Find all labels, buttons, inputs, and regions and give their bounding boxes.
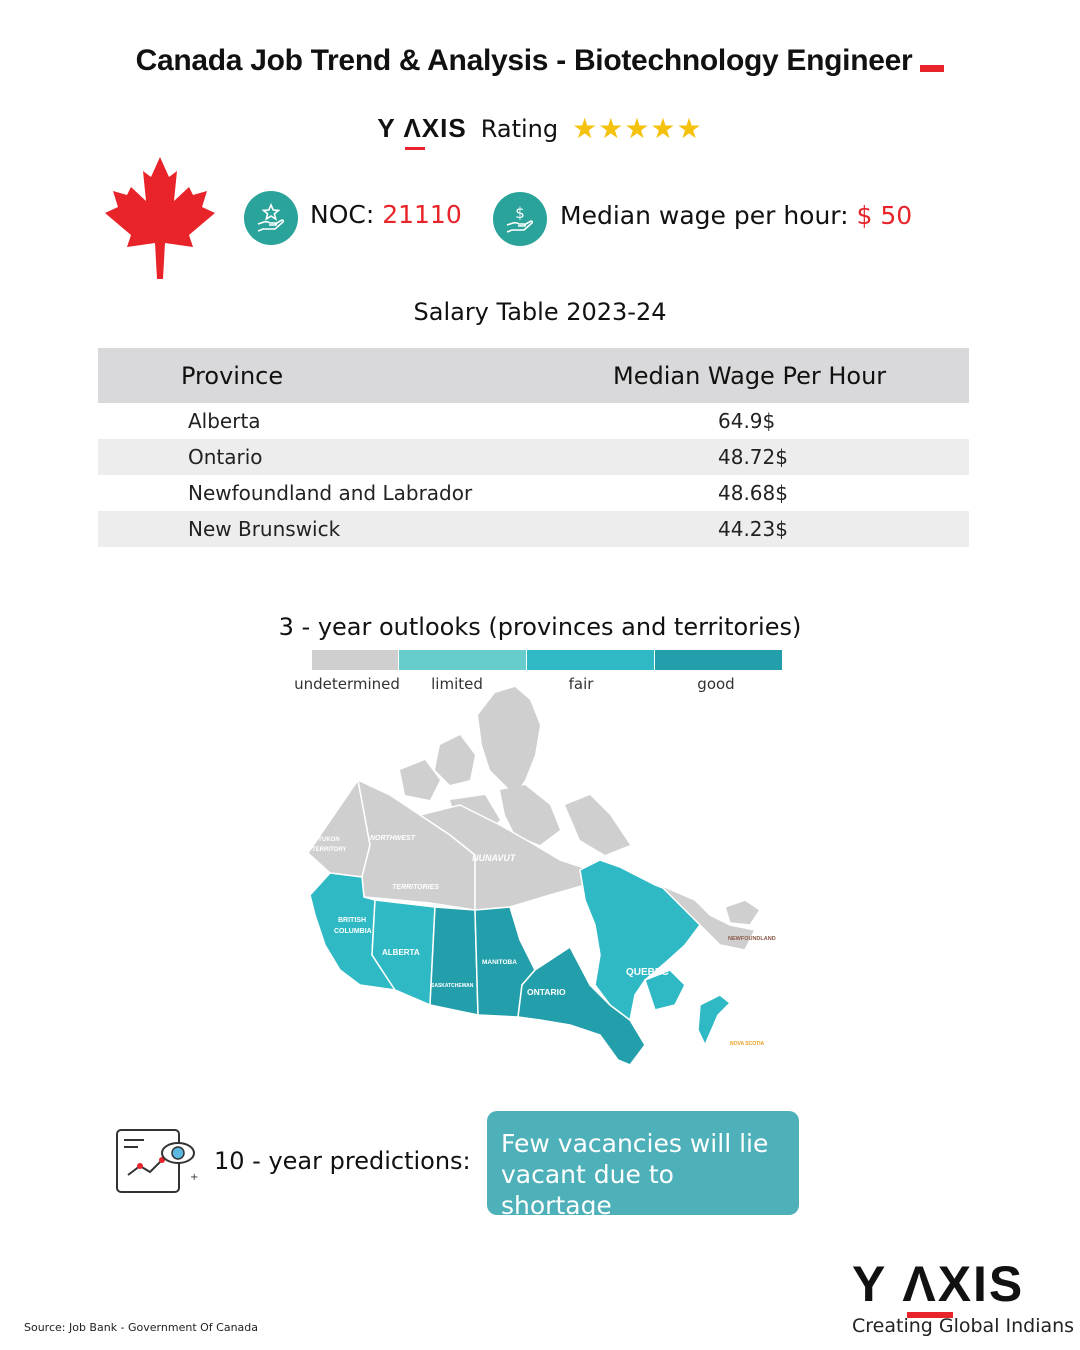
province-cell: Ontario	[188, 445, 263, 469]
yaxis-logo-small: Y ΛXIS	[377, 113, 466, 144]
label-alberta: ALBERTA	[382, 948, 420, 957]
rating-row	[0, 112, 1080, 145]
svg-text:+: +	[190, 1172, 199, 1183]
salary-table	[98, 348, 969, 547]
legend-label-fair: fair	[568, 675, 594, 693]
prediction-label: 10 - year predictions:	[214, 1147, 471, 1175]
legend-label-limited: limited	[431, 675, 483, 693]
wage-cell: 44.23$	[718, 517, 788, 541]
hand-star-icon	[244, 191, 298, 245]
noc-value: 21110	[382, 200, 462, 229]
table-row	[98, 511, 969, 547]
maple-leaf-icon	[103, 155, 217, 279]
table-header	[98, 348, 969, 403]
province-cell: Alberta	[188, 409, 261, 433]
median-wage-value: $ 50	[856, 201, 913, 230]
wage-cell: 48.68$	[718, 481, 788, 505]
legend-label-undetermined: undetermined	[294, 675, 400, 693]
legend-swatch-limited	[399, 650, 526, 670]
label-quebec: QUEBEC	[626, 967, 669, 978]
brand-tagline: Creating Global Indians	[852, 1315, 1075, 1337]
noc-info	[310, 200, 462, 229]
label-territories: TERRITORIES	[392, 884, 439, 891]
outlook-legend	[312, 650, 782, 670]
wage-cell: 48.72$	[718, 445, 788, 469]
legend-swatch-undetermined	[312, 650, 398, 670]
salary-table-title: Salary Table 2023-24	[413, 298, 667, 326]
table-row	[98, 439, 969, 475]
canada-outlook-map	[300, 685, 800, 1080]
legend-swatch-fair	[527, 650, 654, 670]
title-accent-mark	[920, 65, 944, 72]
page-title-text: Canada Job Trend & Analysis - Biotechnology Engineer	[135, 44, 913, 77]
label-yukon: YUKON TERRITORY	[312, 837, 347, 853]
label-nunavut: NUNAVUT	[472, 853, 516, 863]
hand-dollar-icon	[493, 192, 547, 246]
label-newfoundland: NEWFOUNDLAND	[728, 936, 776, 942]
column-header-province: Province	[181, 361, 284, 390]
rating-label: Rating	[480, 114, 559, 143]
analytics-eye-icon	[110, 1120, 205, 1205]
median-wage-info	[560, 201, 912, 230]
svg-text:$: $	[515, 204, 525, 222]
legend-label-good: good	[697, 675, 735, 693]
saskatchewan	[430, 907, 478, 1015]
label-manitoba: MANITOBA	[482, 959, 517, 966]
prediction-callout: Few vacancies will lie vacant due to shortage	[487, 1111, 799, 1215]
province-cell: New Brunswick	[188, 517, 341, 541]
star-rating-icon: ★★★★★	[572, 112, 703, 145]
median-wage-label: Median wage per hour:	[560, 201, 849, 230]
atlantic-provinces	[645, 970, 730, 1045]
yaxis-logo: Y ΛXIS	[852, 1255, 1024, 1313]
source-note: Source: Job Bank - Government Of Canada	[24, 1321, 259, 1334]
page-title	[0, 44, 1080, 78]
label-british-columbia: BRITISH COLUMBIA	[334, 917, 372, 935]
province-cell: Newfoundland and Labrador	[188, 481, 473, 505]
legend-swatch-good	[655, 650, 782, 670]
label-ontario: ONTARIO	[527, 987, 566, 997]
wage-cell: 64.9$	[718, 409, 776, 433]
table-row	[98, 403, 969, 439]
noc-label: NOC:	[310, 200, 375, 229]
label-northwest: NORTHWEST	[370, 835, 415, 842]
label-saskatchewan: SASKATCHEWAN	[431, 983, 474, 989]
outlook-title: 3 - year outlooks (provinces and territories)	[278, 613, 802, 641]
column-header-wage: Median Wage Per Hour	[613, 361, 887, 390]
table-row	[98, 475, 969, 511]
label-nova-scotia: NOVA SCOTIA	[730, 1041, 765, 1047]
